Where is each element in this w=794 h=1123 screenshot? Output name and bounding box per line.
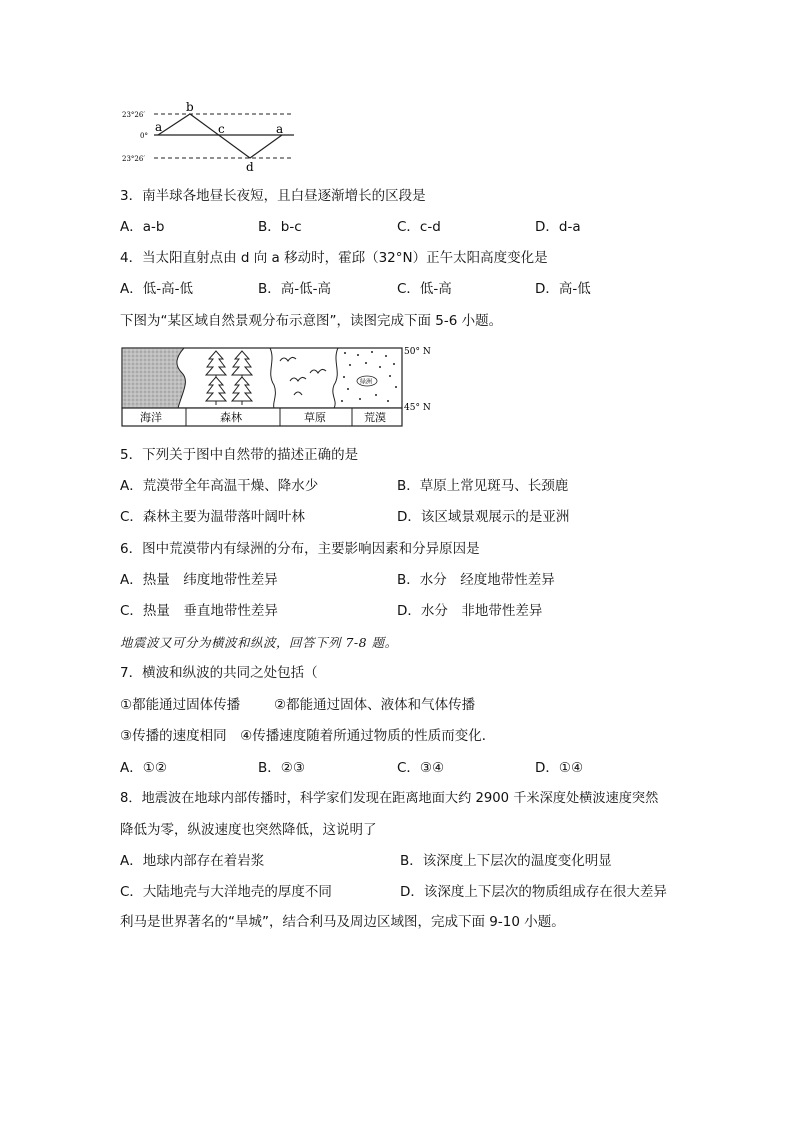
q3-option-c[interactable]: C．c-d [397,219,441,235]
q7-option-b[interactable]: B．②③ [258,760,305,776]
sun-migration-diagram [118,100,303,176]
zone-label-grassland: 草原 [304,411,326,424]
landscape-zones-diagram [120,343,440,428]
intro-5-6: 下图为“某区域自然景观分布示意图”，读图完成下面 5-6 小题。 [120,313,503,329]
q3-option-b[interactable]: B．b-c [258,219,302,235]
q4-option-a[interactable]: A．低-高-低 [120,281,193,297]
point-label-a1: a [155,120,163,134]
q7-statement-2: ②都能通过固体、液体和气体传播 [274,697,476,713]
q8-option-c[interactable]: C．大陆地壳与大洋地壳的厚度不同 [120,884,332,900]
q4-option-c[interactable]: C．低-高 [397,281,452,297]
lat-label-mid: 0° [140,132,148,140]
q5-option-a[interactable]: A．荒漠带全年高温干燥、降水少 [120,478,319,494]
q4-option-b[interactable]: B．高-低-高 [258,281,332,297]
ocean-area [122,348,185,408]
point-label-b: b [186,100,194,114]
lat-label-bottom: 23°26′ [122,155,145,163]
q6-option-b[interactable]: B．水分 经度地带性差异 [397,572,555,588]
point-label-c: c [218,122,225,136]
zone-label-ocean: 海洋 [140,411,162,424]
q8-option-d[interactable]: D．该深度上下层次的物质组成存在很大差异 [400,884,667,900]
q7-statement-3-4: ③传播的速度相同 ④传播速度随着所通过物质的性质而变化． [120,728,496,744]
q3-stem: 3．南半球各地昼长夜短，且白昼逐渐增长的区段是 [120,188,426,204]
q7-option-c[interactable]: C．③④ [397,760,445,776]
lat-label-top: 23°26′ [122,111,145,119]
lat-label-45n: 45° N [404,403,431,413]
q3-option-a[interactable]: A．a-b [120,219,165,235]
q7-option-a[interactable]: A．①② [120,760,167,776]
intro-7-8: 地震波又可分为横波和纵波，回答下列 7-8 题。 [120,635,398,650]
q6-stem: 6．图中荒漠带内有绿洲的分布，主要影响因素和分异原因是 [120,541,480,557]
q6-option-a[interactable]: A．热量 纬度地带性差异 [120,572,278,588]
q7-option-d[interactable]: D．①④ [535,760,584,776]
intro-9-10: 利马是世界著名的“旱城”，结合利马及周边区域图，完成下面 9-10 小题。 [120,914,565,930]
zone-label-desert: 荒漠 [364,411,386,424]
q4-stem: 4．当太阳直射点由 d 向 a 移动时，霍邱（32°N）正午太阳高度变化是 [120,250,548,266]
point-label-a2: a [276,122,284,136]
q5-option-c[interactable]: C．森林主要为温带落叶阔叶林 [120,509,305,525]
q8-option-b[interactable]: B．该深度上下层次的温度变化明显 [400,853,612,869]
q6-option-d[interactable]: D．水分 非地带性差异 [397,603,543,619]
point-label-d: d [246,160,254,174]
q5-option-b[interactable]: B．草原上常见斑马、长颈鹿 [397,478,569,494]
q5-stem: 5．下列关于图中自然带的描述正确的是 [120,447,359,463]
q7-statement-1: ①都能通过固体传播 [120,697,241,713]
q8-stem-line1: 8．地震波在地球内部传播时，科学家们发现在距离地面大约 2900 千米深度处横波速度突然 [120,791,659,806]
q4-option-d[interactable]: D．高-低 [535,281,591,297]
q7-stem: 7．横波和纵波的共同之处包括（ [120,665,318,681]
zone-label-forest: 森林 [220,411,242,424]
direct-point-path [158,114,282,158]
q3-option-d[interactable]: D．d-a [535,219,581,235]
q8-option-a[interactable]: A．地球内部存在着岩浆 [120,853,265,869]
lat-label-50n: 50° N [404,347,431,357]
q6-option-c[interactable]: C．热量 垂直地带性差异 [120,603,278,619]
q8-stem-line2: 降低为零，纵波速度也突然降低，这说明了 [120,822,377,838]
oasis-label: 绿洲 [360,378,373,386]
q5-option-d[interactable]: D．该区域景观展示的是亚洲 [397,509,570,525]
